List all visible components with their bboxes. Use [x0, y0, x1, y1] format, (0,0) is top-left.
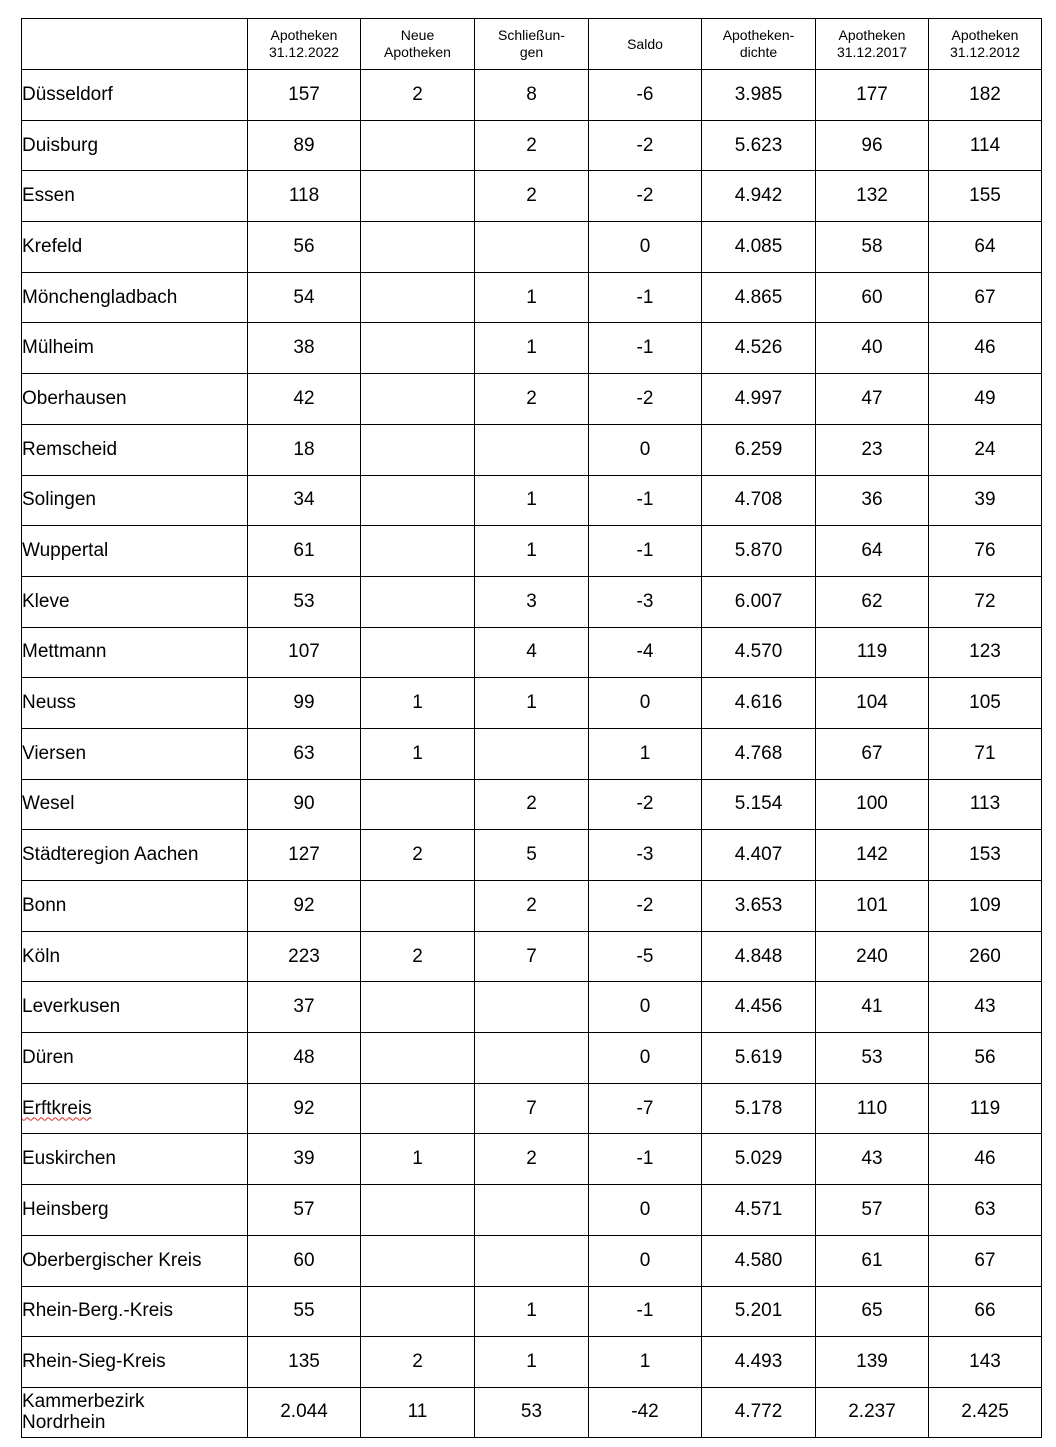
header-line-1: Schließun-	[498, 27, 565, 43]
region-name-cell: Wesel	[22, 779, 248, 830]
value-cell: 4.571	[702, 1185, 816, 1236]
table-row	[22, 728, 1042, 779]
table-row	[22, 424, 1042, 475]
value-cell: -6	[589, 70, 702, 121]
value-cell: 4.997	[702, 374, 816, 425]
table-row	[22, 272, 1042, 323]
table-row	[22, 475, 1042, 526]
value-cell: 139	[816, 1337, 929, 1388]
region-name-cell: Städteregion Aachen	[22, 830, 248, 881]
value-cell: 24	[929, 424, 1042, 475]
value-cell	[361, 576, 475, 627]
value-cell	[361, 424, 475, 475]
region-name-cell: Bonn	[22, 881, 248, 932]
value-cell: 40	[816, 323, 929, 374]
header-line-1: Saldo	[627, 35, 663, 52]
value-cell: -2	[589, 171, 702, 222]
region-name-cell: Rhein-Berg.-Kreis	[22, 1286, 248, 1337]
value-cell: 34	[248, 475, 361, 526]
value-cell: 46	[929, 1134, 1042, 1185]
value-cell: 4.456	[702, 982, 816, 1033]
value-cell: 119	[816, 627, 929, 678]
value-cell: 182	[929, 70, 1042, 121]
value-cell: 36	[816, 475, 929, 526]
value-cell: 1	[361, 1134, 475, 1185]
region-name-cell: Mülheim	[22, 323, 248, 374]
value-cell: 38	[248, 323, 361, 374]
value-cell: 1	[361, 728, 475, 779]
value-cell: -1	[589, 1286, 702, 1337]
value-cell: 5	[475, 830, 589, 881]
value-cell: 49	[929, 374, 1042, 425]
value-cell: 2	[475, 1134, 589, 1185]
table-row	[22, 627, 1042, 678]
value-cell	[361, 475, 475, 526]
value-cell: 1	[361, 678, 475, 729]
table-row	[22, 171, 1042, 222]
value-cell	[361, 323, 475, 374]
value-cell: 157	[248, 70, 361, 121]
region-name-cell: Solingen	[22, 475, 248, 526]
header-apotheken-2017	[816, 19, 929, 70]
total-value-cell: 11	[361, 1387, 475, 1437]
value-cell: 132	[816, 171, 929, 222]
value-cell: 67	[929, 1235, 1042, 1286]
value-cell: 6.259	[702, 424, 816, 475]
total-value-cell: -42	[589, 1387, 702, 1437]
value-cell: -2	[589, 120, 702, 171]
table-row	[22, 374, 1042, 425]
value-cell: 2	[361, 1337, 475, 1388]
value-cell: -2	[589, 779, 702, 830]
table-row	[22, 576, 1042, 627]
value-cell: 260	[929, 931, 1042, 982]
value-cell: -1	[589, 1134, 702, 1185]
region-name-cell: Essen	[22, 171, 248, 222]
value-cell: 6.007	[702, 576, 816, 627]
region-name-cell: Köln	[22, 931, 248, 982]
value-cell: -4	[589, 627, 702, 678]
value-cell: 2	[361, 70, 475, 121]
value-cell: 55	[248, 1286, 361, 1337]
header-line-2: gen	[519, 44, 544, 60]
value-cell: 5.178	[702, 1083, 816, 1134]
header-line-1: Apotheken	[838, 27, 906, 43]
total-value-cell: 2.044	[248, 1387, 361, 1437]
value-cell: 3	[475, 576, 589, 627]
table-row	[22, 1033, 1042, 1084]
region-name-cell: Krefeld	[22, 222, 248, 273]
region-name-cell: Euskirchen	[22, 1134, 248, 1185]
value-cell: 7	[475, 931, 589, 982]
header-row	[22, 19, 1042, 70]
table-row	[22, 120, 1042, 171]
value-cell: 101	[816, 881, 929, 932]
value-cell: 127	[248, 830, 361, 881]
value-cell: 18	[248, 424, 361, 475]
value-cell: 96	[816, 120, 929, 171]
header-line-1: Apotheken	[270, 27, 338, 43]
value-cell: 43	[929, 982, 1042, 1033]
value-cell: 92	[248, 1083, 361, 1134]
value-cell: 3.653	[702, 881, 816, 932]
value-cell: -1	[589, 323, 702, 374]
value-cell: -1	[589, 272, 702, 323]
value-cell: 114	[929, 120, 1042, 171]
value-cell: -1	[589, 526, 702, 577]
header-line-1: Apotheken-	[722, 27, 795, 43]
header-apotheken-2022	[248, 19, 361, 70]
value-cell: -5	[589, 931, 702, 982]
value-cell: 60	[816, 272, 929, 323]
value-cell: 63	[929, 1185, 1042, 1236]
region-name-cell: Oberbergischer Kreis	[22, 1235, 248, 1286]
value-cell: 223	[248, 931, 361, 982]
region-name-cell: Mönchengladbach	[22, 272, 248, 323]
value-cell: 1	[589, 1337, 702, 1388]
value-cell: 0	[589, 982, 702, 1033]
value-cell: 1	[475, 1286, 589, 1337]
value-cell: 100	[816, 779, 929, 830]
value-cell: 1	[475, 678, 589, 729]
total-value-cell: 2.237	[816, 1387, 929, 1437]
value-cell: 2	[475, 779, 589, 830]
table-header	[22, 19, 1042, 70]
table-row	[22, 830, 1042, 881]
value-cell: 153	[929, 830, 1042, 881]
value-cell: 110	[816, 1083, 929, 1134]
value-cell: 142	[816, 830, 929, 881]
value-cell	[361, 1286, 475, 1337]
value-cell	[475, 1235, 589, 1286]
table-row	[22, 1337, 1042, 1388]
value-cell	[361, 1185, 475, 1236]
value-cell: 71	[929, 728, 1042, 779]
value-cell: 67	[816, 728, 929, 779]
value-cell: 0	[589, 1235, 702, 1286]
value-cell	[361, 881, 475, 932]
value-cell: 107	[248, 627, 361, 678]
spellcheck-flagged-text: Erftkreis	[22, 1097, 92, 1119]
header-saldo	[589, 19, 702, 70]
header-line-2: 31.12.2017	[836, 44, 908, 60]
table-row	[22, 931, 1042, 982]
value-cell: 5.870	[702, 526, 816, 577]
value-cell: 5.619	[702, 1033, 816, 1084]
region-name-cell: Kleve	[22, 576, 248, 627]
value-cell: 4.848	[702, 931, 816, 982]
value-cell: 5.154	[702, 779, 816, 830]
region-name-cell: Mettmann	[22, 627, 248, 678]
value-cell	[475, 222, 589, 273]
value-cell: 109	[929, 881, 1042, 932]
total-name-line: Kammerbezirk	[22, 1391, 145, 1413]
value-cell: 0	[589, 1033, 702, 1084]
header-line-2: 31.12.2012	[949, 44, 1021, 60]
value-cell: 4.942	[702, 171, 816, 222]
region-name-cell: Oberhausen	[22, 374, 248, 425]
value-cell	[361, 1235, 475, 1286]
table-row	[22, 323, 1042, 374]
value-cell: 0	[589, 1185, 702, 1236]
total-value-cell: 4.772	[702, 1387, 816, 1437]
value-cell: -2	[589, 374, 702, 425]
value-cell: 2	[361, 830, 475, 881]
header-apothekendichte	[702, 19, 816, 70]
table-row	[22, 1134, 1042, 1185]
value-cell: 62	[816, 576, 929, 627]
value-cell: 1	[475, 272, 589, 323]
value-cell: 2	[475, 120, 589, 171]
total-row	[22, 1387, 1042, 1437]
value-cell: 23	[816, 424, 929, 475]
value-cell: -1	[589, 475, 702, 526]
value-cell	[361, 1033, 475, 1084]
value-cell: 4.493	[702, 1337, 816, 1388]
table-body	[22, 70, 1042, 1438]
value-cell	[475, 1185, 589, 1236]
value-cell: 43	[816, 1134, 929, 1185]
value-cell	[361, 982, 475, 1033]
value-cell: 54	[248, 272, 361, 323]
value-cell: 57	[248, 1185, 361, 1236]
value-cell: 65	[816, 1286, 929, 1337]
total-value-cell: 2.425	[929, 1387, 1042, 1437]
header-line-2: Apotheken	[384, 44, 451, 60]
value-cell: 2	[475, 374, 589, 425]
value-cell: 177	[816, 70, 929, 121]
table-row	[22, 1235, 1042, 1286]
value-cell: 1	[475, 526, 589, 577]
value-cell: 61	[816, 1235, 929, 1286]
value-cell: 39	[929, 475, 1042, 526]
value-cell: 4.708	[702, 475, 816, 526]
region-name-cell: Neuss	[22, 678, 248, 729]
header-apotheken-2012	[929, 19, 1042, 70]
header-region	[22, 19, 248, 70]
header-line-1: Neue	[400, 27, 435, 43]
value-cell: 39	[248, 1134, 361, 1185]
header-neue-apotheken	[361, 19, 475, 70]
value-cell	[361, 627, 475, 678]
value-cell: 99	[248, 678, 361, 729]
table-row	[22, 70, 1042, 121]
value-cell	[361, 272, 475, 323]
value-cell: 155	[929, 171, 1042, 222]
value-cell: 105	[929, 678, 1042, 729]
region-name-cell	[22, 1083, 248, 1134]
value-cell: 48	[248, 1033, 361, 1084]
value-cell: 0	[589, 424, 702, 475]
value-cell: 64	[929, 222, 1042, 273]
value-cell: -3	[589, 830, 702, 881]
value-cell: 5.623	[702, 120, 816, 171]
value-cell: 57	[816, 1185, 929, 1236]
value-cell: 58	[816, 222, 929, 273]
value-cell: 92	[248, 881, 361, 932]
region-name-cell: Remscheid	[22, 424, 248, 475]
pharmacy-table	[21, 18, 1042, 1438]
value-cell	[475, 728, 589, 779]
value-cell: 135	[248, 1337, 361, 1388]
value-cell: 240	[816, 931, 929, 982]
value-cell: 4.085	[702, 222, 816, 273]
value-cell	[361, 222, 475, 273]
value-cell: 53	[816, 1033, 929, 1084]
value-cell: 1	[475, 475, 589, 526]
value-cell: 0	[589, 678, 702, 729]
value-cell: 4.407	[702, 830, 816, 881]
header-line-2: dichte	[739, 44, 778, 60]
table-row	[22, 982, 1042, 1033]
header-line-2: 31.12.2022	[268, 44, 340, 60]
table-row	[22, 678, 1042, 729]
value-cell	[361, 120, 475, 171]
value-cell: 2	[475, 171, 589, 222]
value-cell: 64	[816, 526, 929, 577]
value-cell: 8	[475, 70, 589, 121]
value-cell: 76	[929, 526, 1042, 577]
value-cell: 7	[475, 1083, 589, 1134]
value-cell: -7	[589, 1083, 702, 1134]
value-cell: 113	[929, 779, 1042, 830]
table-row	[22, 1286, 1042, 1337]
value-cell: 5.201	[702, 1286, 816, 1337]
table-row	[22, 526, 1042, 577]
value-cell: 104	[816, 678, 929, 729]
table-row	[22, 779, 1042, 830]
value-cell: 60	[248, 1235, 361, 1286]
value-cell: 56	[248, 222, 361, 273]
value-cell	[361, 526, 475, 577]
value-cell: 47	[816, 374, 929, 425]
region-name-cell: Düsseldorf	[22, 70, 248, 121]
value-cell: 1	[475, 1337, 589, 1388]
value-cell: 5.029	[702, 1134, 816, 1185]
total-name-line: Nordrhein	[22, 1412, 106, 1434]
value-cell: 4.616	[702, 678, 816, 729]
region-name-cell: Wuppertal	[22, 526, 248, 577]
value-cell: 66	[929, 1286, 1042, 1337]
value-cell: 143	[929, 1337, 1042, 1388]
header-schliessungen	[475, 19, 589, 70]
value-cell: 4.570	[702, 627, 816, 678]
value-cell: 3.985	[702, 70, 816, 121]
value-cell	[361, 1083, 475, 1134]
value-cell: 4.580	[702, 1235, 816, 1286]
value-cell: 56	[929, 1033, 1042, 1084]
region-name-cell: Leverkusen	[22, 982, 248, 1033]
value-cell: 42	[248, 374, 361, 425]
value-cell: 1	[589, 728, 702, 779]
total-name-cell	[22, 1387, 248, 1437]
table-row	[22, 1185, 1042, 1236]
value-cell: 89	[248, 120, 361, 171]
region-name-cell: Heinsberg	[22, 1185, 248, 1236]
value-cell	[361, 374, 475, 425]
value-cell: 2	[361, 931, 475, 982]
value-cell: 53	[248, 576, 361, 627]
value-cell: 90	[248, 779, 361, 830]
value-cell: 118	[248, 171, 361, 222]
value-cell: 4.526	[702, 323, 816, 374]
value-cell: 123	[929, 627, 1042, 678]
value-cell: 61	[248, 526, 361, 577]
table-row	[22, 881, 1042, 932]
value-cell: 4.768	[702, 728, 816, 779]
value-cell: 2	[475, 881, 589, 932]
value-cell	[475, 1033, 589, 1084]
value-cell: 63	[248, 728, 361, 779]
value-cell: 119	[929, 1083, 1042, 1134]
value-cell	[475, 424, 589, 475]
region-name-cell: Düren	[22, 1033, 248, 1084]
region-name-cell: Duisburg	[22, 120, 248, 171]
table-row	[22, 1083, 1042, 1134]
total-value-cell: 53	[475, 1387, 589, 1437]
value-cell: 37	[248, 982, 361, 1033]
value-cell: -3	[589, 576, 702, 627]
region-name-cell: Rhein-Sieg-Kreis	[22, 1337, 248, 1388]
value-cell: 4	[475, 627, 589, 678]
value-cell	[361, 779, 475, 830]
value-cell: 67	[929, 272, 1042, 323]
table-row	[22, 222, 1042, 273]
value-cell: 72	[929, 576, 1042, 627]
value-cell: 46	[929, 323, 1042, 374]
header-line-1: Apotheken	[951, 27, 1019, 43]
value-cell	[475, 982, 589, 1033]
value-cell: 1	[475, 323, 589, 374]
region-name-cell: Viersen	[22, 728, 248, 779]
value-cell: -2	[589, 881, 702, 932]
value-cell: 0	[589, 222, 702, 273]
value-cell	[361, 171, 475, 222]
value-cell: 41	[816, 982, 929, 1033]
value-cell: 4.865	[702, 272, 816, 323]
